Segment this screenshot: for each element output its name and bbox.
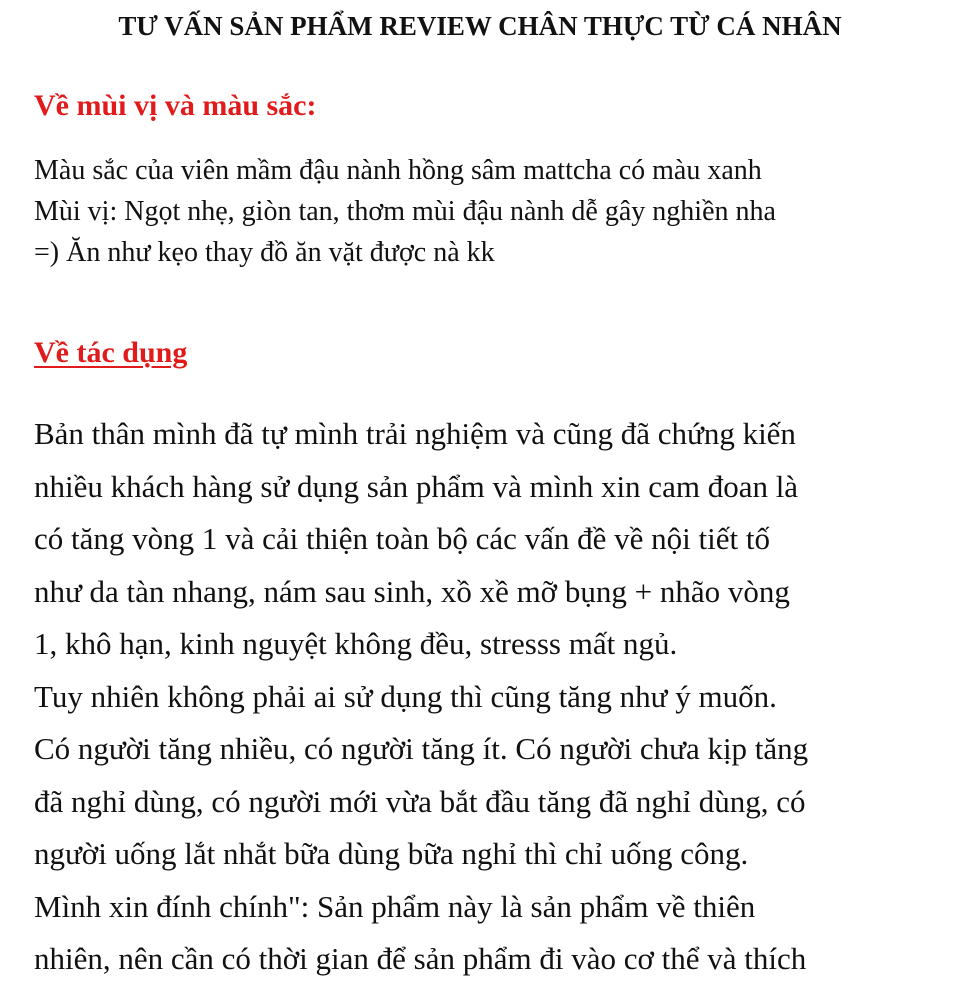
effect-line: như da tàn nhang, nám sau sinh, xồ xề mỡ bụng + nhão vòng (34, 573, 790, 609)
effect-line: Có người tăng nhiều, có người tăng ít. Có người chưa kịp tăng (34, 731, 809, 766)
effect-line: 1, khô hạn, kinh nguyệt không đều, stresss mất ngủ. (34, 626, 678, 661)
effect-paragraph (34, 408, 944, 986)
effect-line: có tăng vòng 1 và cải thiện toàn bộ các vấn đề về nội tiết tố (34, 521, 771, 556)
effect-line: nhiều khách hàng sử dụng sản phẩm và mình xin cam đoan là (34, 468, 799, 504)
effect-section-heading: Về tác dụng (34, 336, 188, 369)
taste-line: Màu sắc của viên mầm đậu nành hồng sâm mattcha có màu xanh (34, 155, 762, 186)
taste-line: Mùi vị: Ngọt nhẹ, giòn tan, thơm mùi đậu nành dễ gây nghiền nha (34, 196, 776, 227)
page-title: TƯ VẤN SẢN PHẨM REVIEW CHÂN THỰC TỪ CÁ NHÂN (118, 11, 842, 41)
effect-line: Mình xin đính chính": Sản phẩm này là sản phẩm về thiên (34, 888, 756, 924)
effect-line: Tuy nhiên không phải ai sử dụng thì cũng tăng như ý muốn. (34, 678, 777, 714)
taste-paragraph (34, 150, 934, 273)
effect-line: người uống lắt nhắt bữa dùng bữa nghỉ thì chỉ uống công. (34, 836, 749, 871)
taste-section-heading: Về mùi vị và màu sắc: (34, 89, 317, 122)
effect-line: Bản thân mình đã tự mình trải nghiệm và cũng đã chứng kiến (34, 416, 796, 451)
taste-line: =) Ăn như kẹo thay đồ ăn vặt được nà kk (34, 237, 495, 268)
effect-line: nhiên, nên cần có thời gian để sản phẩm đi vào cơ thể và thích (34, 941, 807, 976)
effect-line: đã nghỉ dùng, có người mới vừa bắt đầu tăng đã nghỉ dùng, có (34, 783, 806, 819)
